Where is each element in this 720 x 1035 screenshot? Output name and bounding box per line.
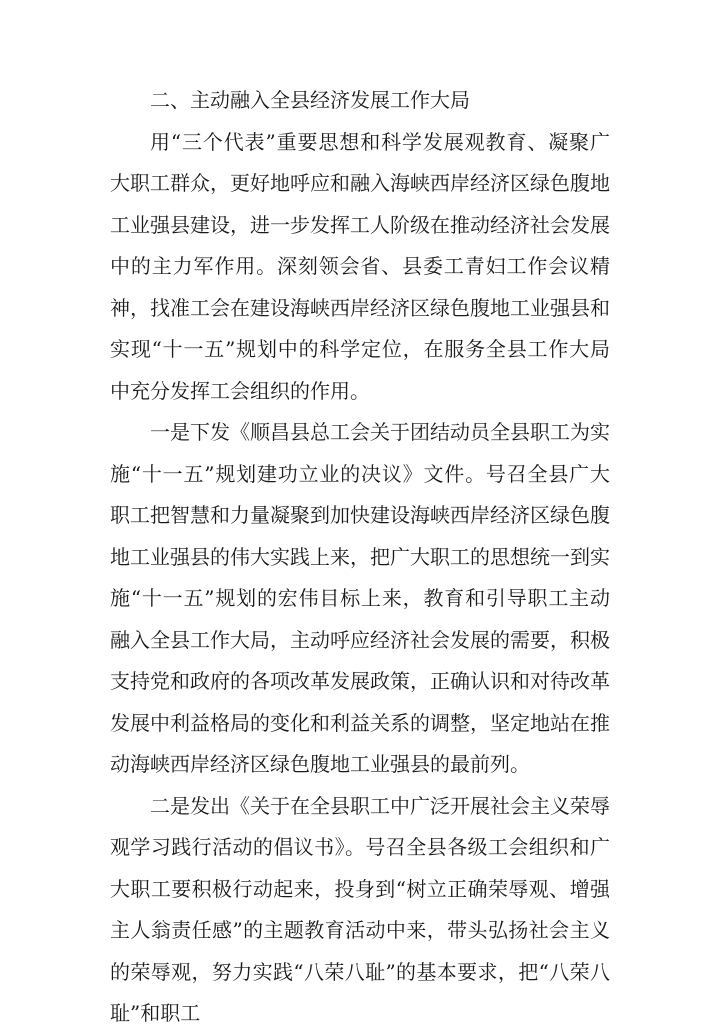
paragraph-point-one: 一是下发《顺昌县总工会关于团结动员全县职工为实施“十一五”规划建功立业的决议》文件。号召全县广大职工把智慧和力量凝聚到加快建设海峡西岸经济区绿色腹地工业强县的伟大实践上来，把广大职工的思想统一到实施“十一五”规划的宏伟目标上来，教育和引导职工主动融入全县工作大局，主动呼应经济社会发展的需要，积极支持党和政府的各项改革发展政策，正确认识和对待改革发展中利益格局的变化和利益关系的调整，坚定地站在推动海峡西岸经济区绿色腹地工业强县的最前列。 — [110, 420, 610, 776]
section-heading: 二、主动融入全县经济发展工作大局 — [150, 88, 470, 112]
document-body — [110, 80, 610, 1035]
paragraph-intro: 用“三个代表”重要思想和科学发展观教育、凝聚广大职工群众，更好地呼应和融入海峡西岸经济区绿色腹地工业强县建设，进一步发挥工人阶级在推动经济社会发展中的主力军作用。深刻领会省、县委工青妇工作会议精神，找准工会在建设海峡西岸经济区绿色腹地工业强县和实现“十一五”规划中的科学定位，在服务全县工作大局中充分发挥工会组织的作用。 — [110, 129, 610, 403]
paragraph-point-two: 二是发出《关于在全县职工中广泛开展社会主义荣辱观学习践行活动的倡议书》。号召全县各级工会组织和广大职工要积极行动起来，投身到“树立正确荣辱观、增强主人翁责任感”的主题教育活动中来，带头弘扬社会主义的荣辱观，努力实践“八荣八耻”的基本要求，把“八荣八耻”和职工 — [110, 793, 610, 1025]
